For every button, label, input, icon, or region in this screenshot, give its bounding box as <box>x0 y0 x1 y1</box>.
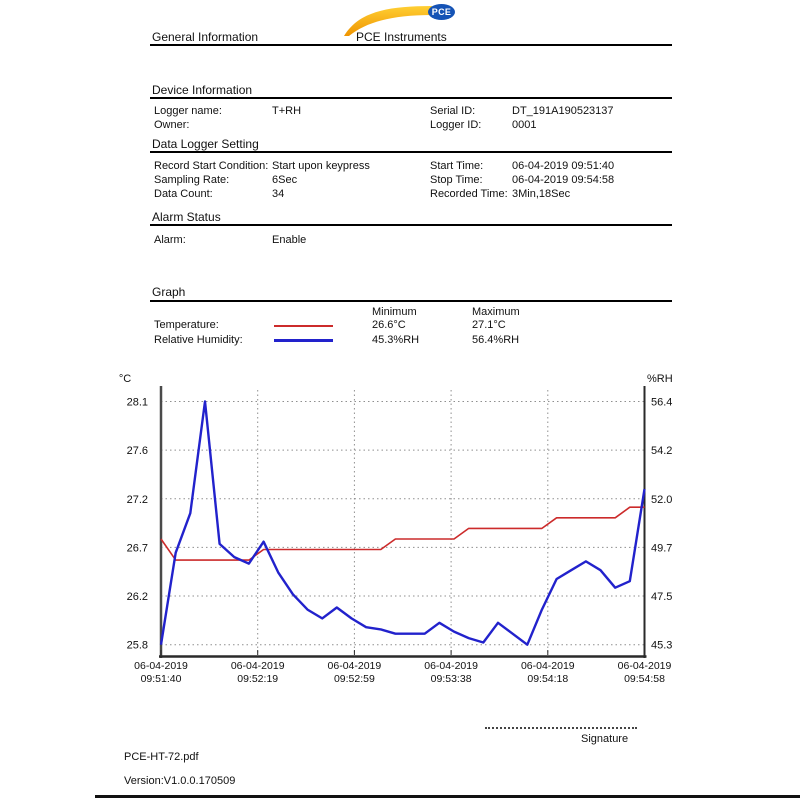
x-tick-date: 06-04-2019 <box>134 660 188 672</box>
field-value: 06-04-2019 09:54:58 <box>512 174 615 186</box>
page-bottom-rule <box>95 795 800 798</box>
right-tick-label: 54.2 <box>651 445 673 458</box>
x-tick-date: 06-04-2019 <box>327 660 382 672</box>
left-tick-label: 25.8 <box>126 639 148 652</box>
left-axis-title: °C <box>118 373 132 385</box>
field-value: 06-04-2019 09:51:40 <box>512 160 615 172</box>
x-tick-date: 06-04-2019 <box>617 660 672 672</box>
legend-min-temperature: 26.6°C <box>372 319 406 331</box>
graph-heading: Graph <box>152 285 186 299</box>
field-label: Logger name: <box>154 105 222 117</box>
field-label: Logger ID: <box>430 119 482 131</box>
right-tick-label: 56.4 <box>651 396 673 409</box>
field-label: Serial ID: <box>430 105 476 117</box>
legend-max-header: Maximum <box>472 306 520 318</box>
right-tick-label: 45.3 <box>651 639 673 652</box>
field-value: DT_191A190523137 <box>512 105 614 117</box>
brand-name: PCE Instruments <box>356 30 447 44</box>
field-label: Data Count: <box>154 188 213 200</box>
field-value: Enable <box>272 234 307 246</box>
legend-max-humidity: 56.4%RH <box>472 334 520 346</box>
field-value: Start upon keypress <box>272 160 370 172</box>
x-tick-time: 09:51:40 <box>140 673 182 685</box>
legend-label-humidity: Relative Humidity: <box>154 334 243 346</box>
device-information-heading: Device Information <box>152 83 253 97</box>
field-value: T+RH <box>272 105 302 117</box>
header-section-title: General Information <box>152 30 259 44</box>
field-value: 6Sec <box>272 174 298 186</box>
alarm-status-heading: Alarm Status <box>152 210 221 224</box>
relative-humidity-line <box>161 402 645 645</box>
legend-min-header: Minimum <box>372 306 417 318</box>
x-tick-time: 09:52:19 <box>237 673 279 685</box>
field-value: 34 <box>272 188 285 200</box>
x-tick-date: 06-04-2019 <box>520 660 575 672</box>
right-tick-label: 52.0 <box>651 493 673 506</box>
pce-logo-badge: PCE <box>428 4 455 20</box>
signature-line <box>485 727 637 729</box>
signature-label: Signature <box>581 733 629 745</box>
legend-label-temperature: Temperature: <box>154 319 219 331</box>
field-label: Start Time: <box>430 160 484 172</box>
temperature-line <box>161 507 645 560</box>
field-label: Sampling Rate: <box>154 174 230 186</box>
x-tick-time: 09:54:18 <box>527 673 569 685</box>
field-label: Alarm: <box>154 234 186 246</box>
field-value: 3Min,18Sec <box>512 188 571 200</box>
field-label: Record Start Condition: <box>154 160 269 172</box>
field-label: Recorded Time: <box>430 188 508 200</box>
x-tick-time: 09:52:59 <box>333 673 375 685</box>
right-tick-label: 49.7 <box>651 542 673 555</box>
field-value: 0001 <box>512 119 537 131</box>
x-tick-time: 09:53:38 <box>430 673 472 685</box>
legend-min-humidity: 45.3%RH <box>372 334 420 346</box>
legend-max-temperature: 27.1°C <box>472 319 506 331</box>
left-tick-label: 26.7 <box>126 542 148 555</box>
version-text: Version:V1.0.0.170509 <box>124 775 236 787</box>
data-logger-setting-heading: Data Logger Setting <box>152 137 259 151</box>
x-tick-time: 09:54:58 <box>624 673 665 685</box>
right-tick-label: 47.5 <box>651 591 673 604</box>
file-name: PCE-HT-72.pdf <box>124 751 199 763</box>
x-tick-date: 06-04-2019 <box>230 660 285 672</box>
x-tick-date: 06-04-2019 <box>424 660 478 672</box>
left-tick-label: 26.2 <box>126 591 148 604</box>
field-label: Owner: <box>154 119 190 131</box>
right-axis-title: %RH <box>647 373 673 385</box>
left-tick-label: 27.6 <box>126 445 148 458</box>
left-tick-label: 27.2 <box>126 493 148 506</box>
field-label: Stop Time: <box>430 174 483 186</box>
left-tick-label: 28.1 <box>126 396 148 409</box>
